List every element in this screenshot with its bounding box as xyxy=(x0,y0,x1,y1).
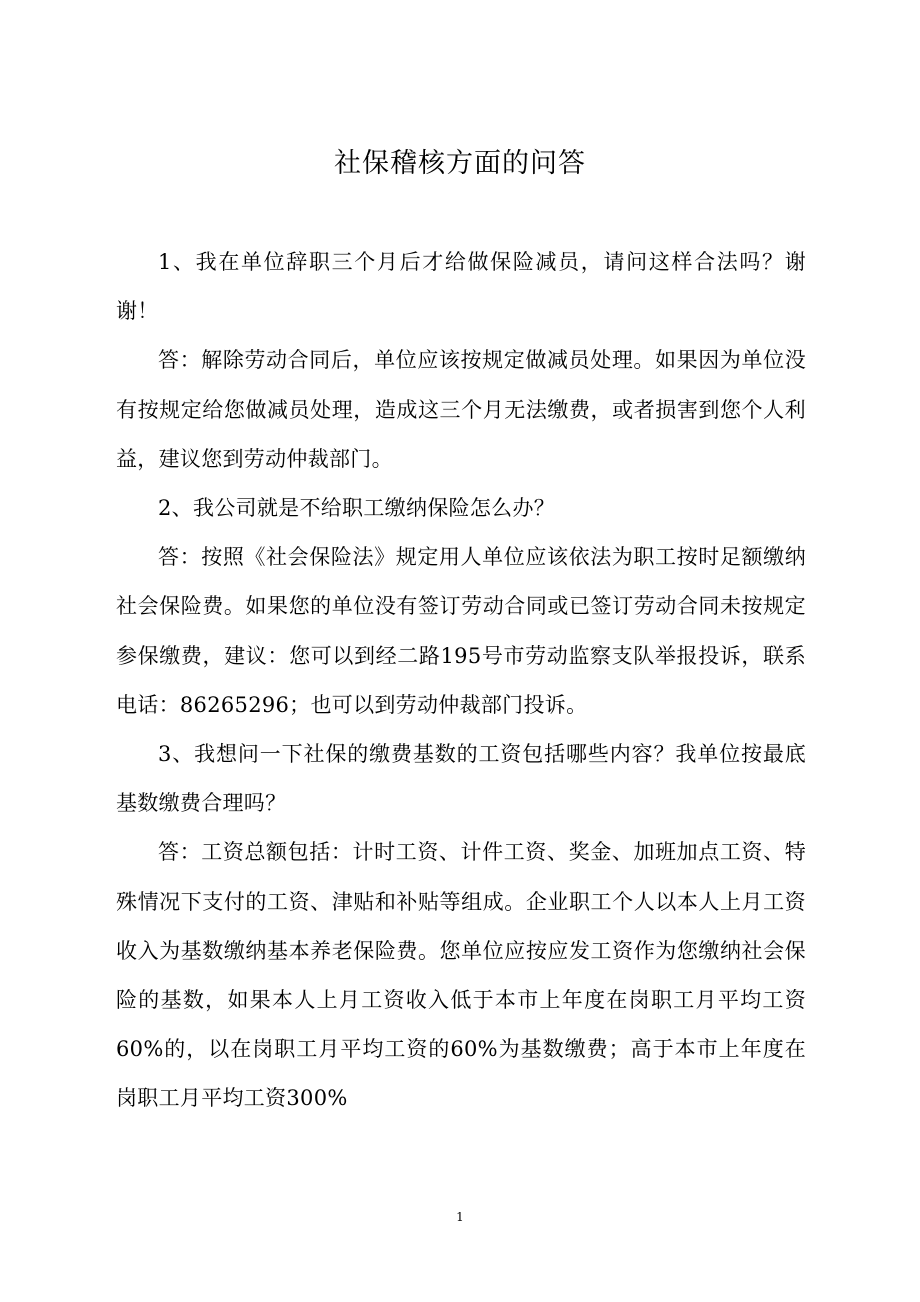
page-number: 1 xyxy=(456,1210,464,1224)
answer-3: 答：工资总额包括：计时工资、计件工资、奖金、加班加点工资、特殊情况下支付的工资、津贴和补贴等组成。企业职工个人以本人上月工资收入为基数缴纳基本养老保险费。您单位应按应发工资作为您缴纳社会保险的基数，如果本人上月工资收入低于本市上年度在岗职工月平均工资60%的，以在岗职工月平均工资的60%为基数缴费；高于本市上年度在岗职工月平均工资300% xyxy=(116,840,806,1111)
answer-1: 答：解除劳动合同后，单位应该按规定做减员处理。如果因为单位没有按规定给您做减员处理，造成这三个月无法缴费，或者损害到您个人利益，建议您到劳动仲裁部门。 xyxy=(116,348,806,471)
question-1: 1、我在单位辞职三个月后才给做保险减员，请问这样合法吗？谢谢！ xyxy=(116,250,806,324)
document-title: 社保稽核方面的问答 xyxy=(334,148,586,179)
document-body xyxy=(116,238,806,1124)
question-2: 2、我公司就是不给职工缴纳保险怎么办？ xyxy=(158,496,556,521)
question-3: 3、我想问一下社保的缴费基数的工资包括哪些内容？我单位按最底基数缴费合理吗？ xyxy=(116,742,806,816)
answer-2: 答：按照《社会保险法》规定用人单位应该依法为职工按时足额缴纳社会保险费。如果您的单位没有签订劳动合同或已签订劳动合同未按规定参保缴费，建议：您可以到经二路195号市劳动监察支队举报投诉，联系电话：86265296；也可以到劳动仲裁部门投诉。 xyxy=(116,545,806,717)
